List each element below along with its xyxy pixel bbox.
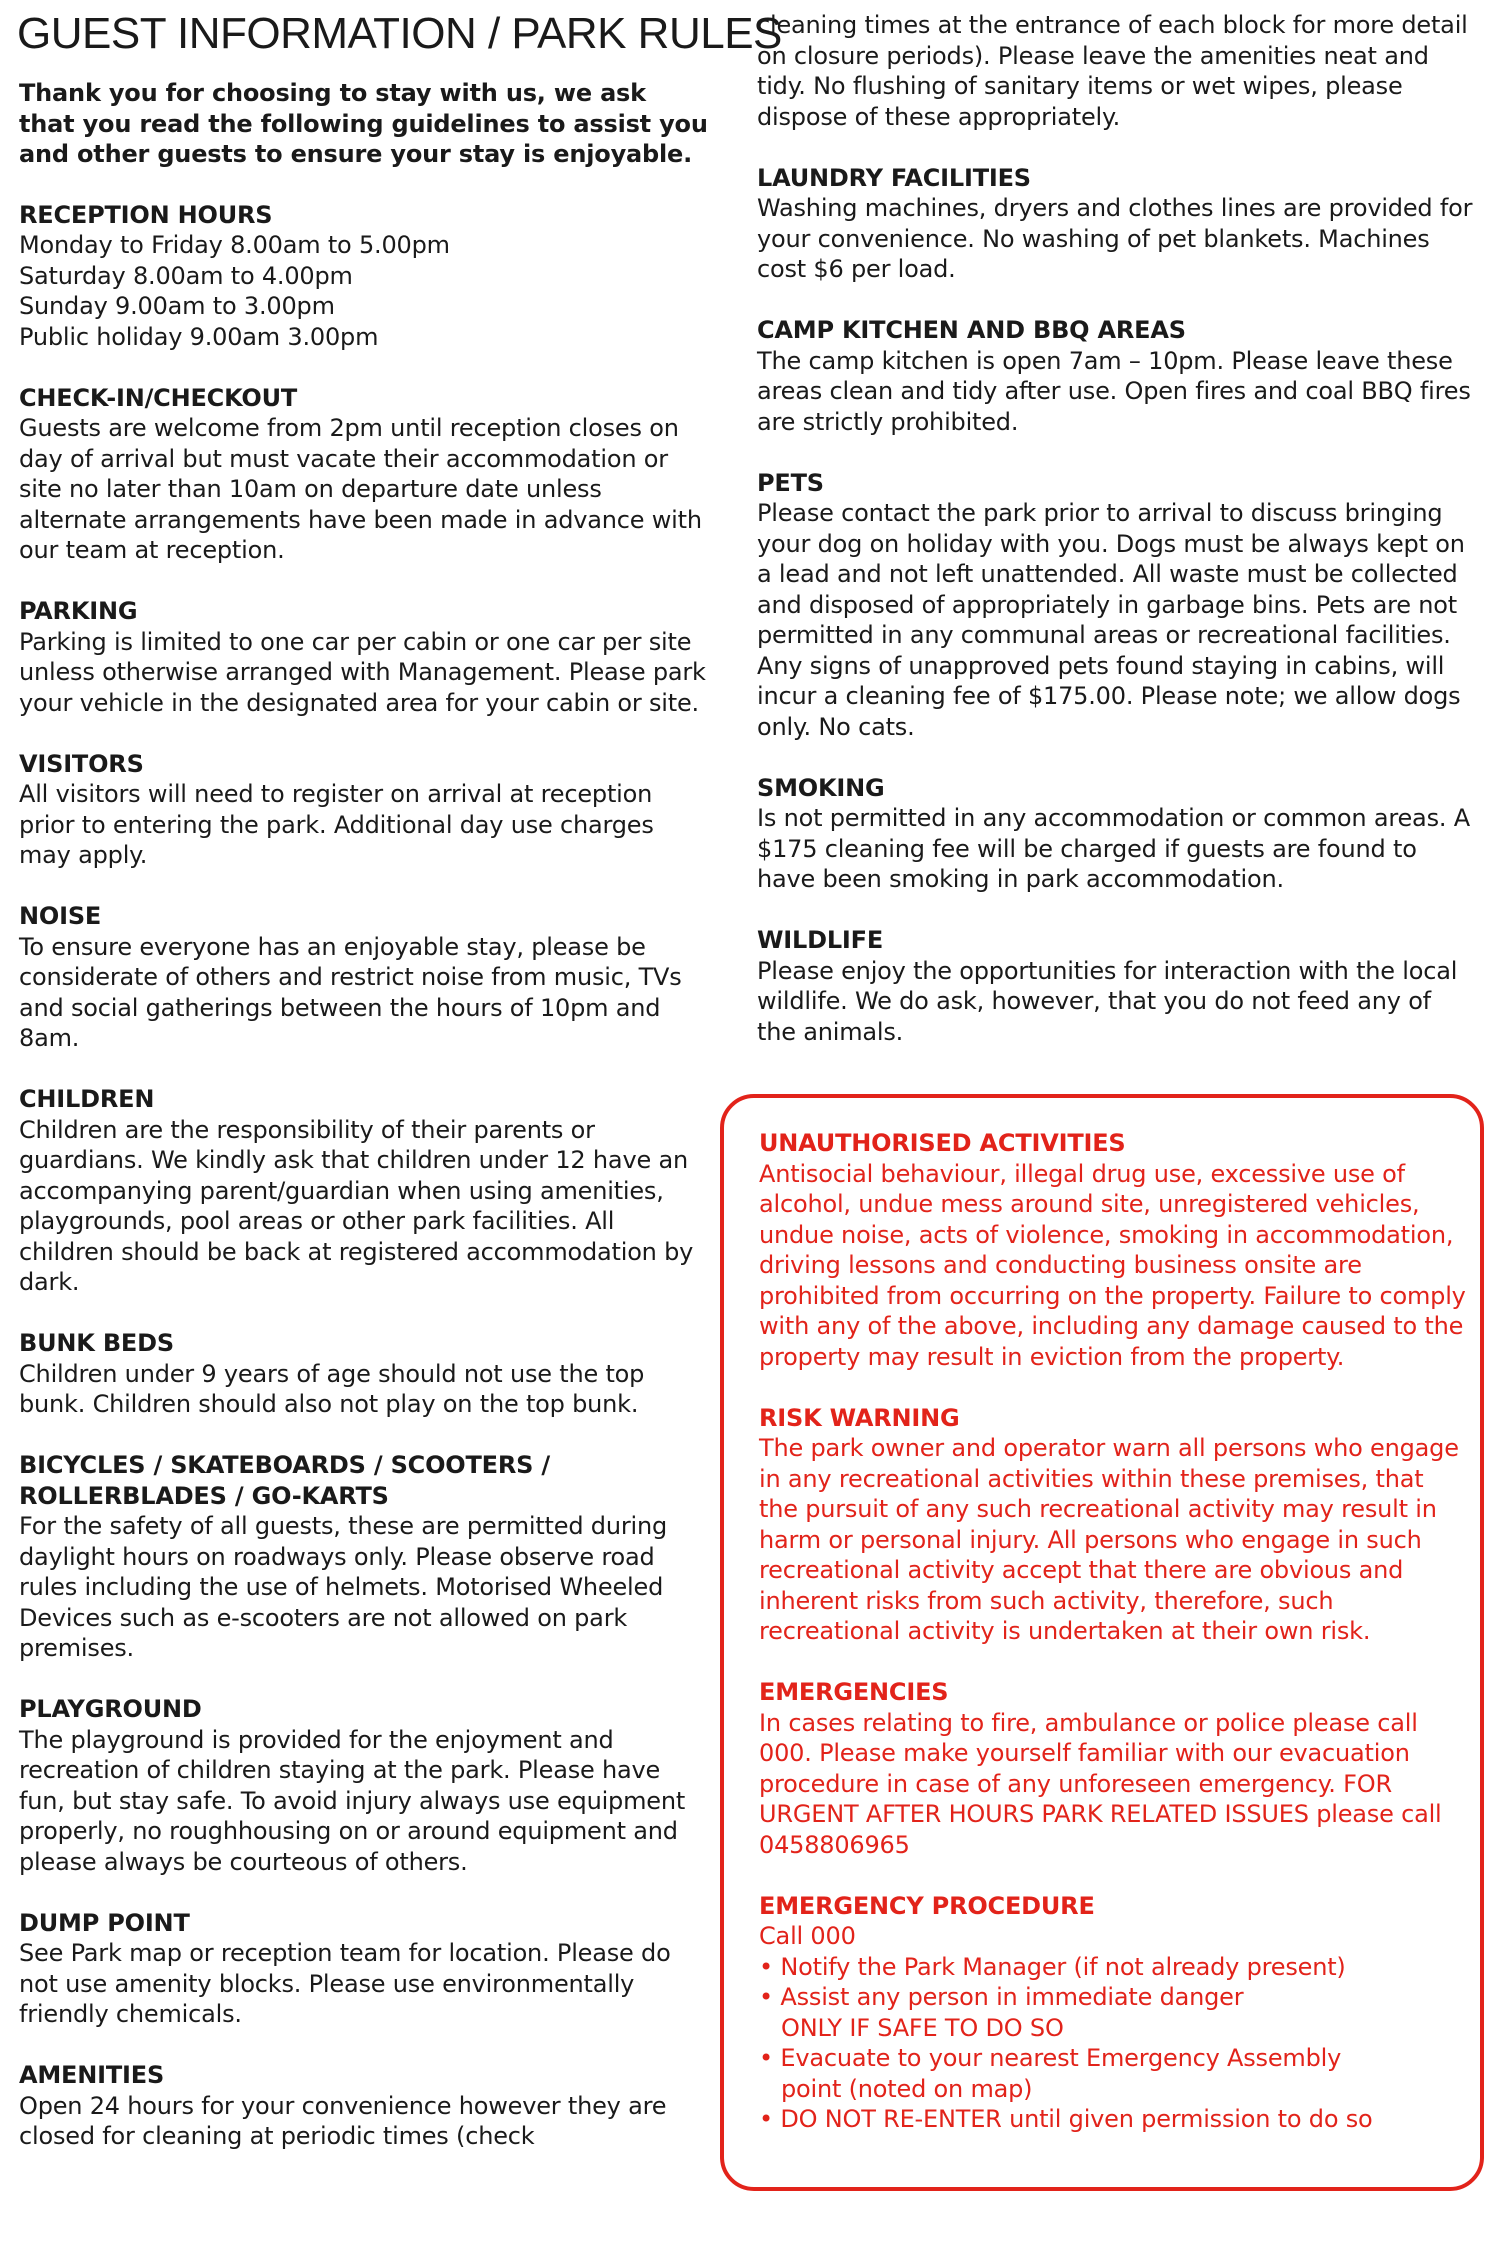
section-body: In cases relating to fire, ambulance or police please call 000. Please make yourself familiar with our evacuation procedure in case of any unforeseen emergency. FOR URGENT AFTER HOURS PARK RELATED ISSUES please call 0458806965 (759, 1708, 1442, 1859)
section-heading: LAUNDRY FACILITIES (757, 163, 1031, 192)
section-body: The park owner and operator warn all persons who engage in any recreational activities within these premises, that the pursuit of any such recreational activity may result in harm or personal injury. All persons who engage in such recreational activity accept that there are obvious and inherent risks from such activity, therefore, such recreational activity is undertaken at their own risk. (759, 1434, 1459, 1645)
section-risk-warning (759, 1403, 1469, 1647)
warning-box (720, 1094, 1484, 2191)
section-heading: VISITORS (19, 749, 144, 778)
section-heading: BUNK BEDS (19, 1329, 174, 1357)
section-heading: NOISE (19, 902, 102, 930)
section-body: The playground is provided for the enjoyment and recreation of children staying at the park. Please have fun, but stay safe. To avoid injury always use equipment properly, no roughhousing on or around equipment and please always be courteous of others. (19, 1725, 686, 1876)
section-body: To ensure everyone has an enjoyable stay, please be considerate of others and restrict noise from music, TVs and social gatherings between the hours of 10pm and 8am. (19, 932, 682, 1052)
section-visitors (19, 749, 709, 871)
procedure-step-text: • Assist any person in immediate danger (759, 1983, 1244, 2011)
hours-line: Sunday 9.00am to 3.00pm (19, 292, 335, 320)
section-laundry (757, 163, 1477, 285)
section-emergency-procedure (759, 1891, 1469, 2135)
section-body: Please contact the park prior to arrival to discuss bringing your dog on holiday with you. Dogs must be always kept on a lead and not left unattended. All waste must be collected and disposed of appropriately in garbage bins. Pets are not permitted in any communal areas or recreational facilities. Any signs of unapproved pets found staying in cabins, will incur a cleaning fee of $175.00. Please note; we allow dogs only. No cats. (757, 499, 1465, 741)
warning-content (759, 1128, 1469, 2165)
procedure-step: • Notify the Park Manager (if not already present) (759, 1952, 1346, 1981)
section-amenities-continued (757, 10, 1477, 132)
section-heading: PARKING (19, 597, 138, 625)
section-heading: PLAYGROUND (19, 1695, 202, 1723)
hours-line: Monday to Friday 8.00am to 5.00pm (19, 231, 450, 259)
section-heading: DUMP POINT (19, 1908, 190, 1937)
hours-line: Public holiday 9.00am 3.00pm (19, 322, 379, 351)
section-parking (19, 596, 709, 718)
hours-line: Saturday 8.00am to 4.00pm (19, 261, 353, 290)
section-body: For the safety of all guests, these are permitted during daylight hours on roadways only. Please observe road rules including the use of helmets. Motorised Wheeled Devices such as e-scooters are not allowed on park premises. (19, 1512, 668, 1662)
procedure-step-text: ONLY IF SAFE TO DO SO (781, 2013, 1064, 2042)
section-dump-point (19, 1908, 709, 2030)
section-pets (757, 468, 1477, 743)
section-body: See Park map or reception team for location. Please do not use amenity blocks. Please use environmentally friendly chemicals. (19, 1939, 671, 2028)
section-heading: EMERGENCIES (759, 1678, 949, 1706)
section-body: Antisocial behaviour, illegal drug use, excessive use of alcohol, undue mess around site, unregistered vehicles, undue noise, acts of violence, smoking in accommodation, driving lessons and conducting business onsite are prohibited from occurring on the property. Failure to comply with any of the above, including any damage caused to the property may result in eviction from the property. (759, 1159, 1466, 1371)
section-heading: RISK WARNING (759, 1403, 960, 1432)
page-title: GUEST INFORMATION / PARK RULES (17, 9, 782, 58)
section-children (19, 1084, 709, 1298)
section-body: Guests are welcome from 2pm until reception closes on day of arrival but must vacate their accommodation or site no later than 10am on departure date unless alternate arrangements have been made in advance with our team at reception. (19, 414, 702, 564)
section-heading: CHECK-IN/CHECKOUT (19, 383, 298, 412)
section-heading: BICYCLES / SKATEBOARDS / SCOOTERS / ROLLERBLADES / GO-KARTS (19, 1451, 550, 1510)
procedure-step (759, 2043, 1469, 2104)
section-camp-kitchen (757, 315, 1477, 437)
section-heading: UNAUTHORISED ACTIVITIES (759, 1129, 1126, 1157)
procedure-step-text: • Evacuate to your nearest Emergency Assembly (759, 2044, 1342, 2072)
section-bunk-beds (19, 1328, 709, 1420)
section-body: Is not permitted in any accommodation or common areas. A $175 cleaning fee will be charged if guests are found to have been smoking in park accommodation. (757, 804, 1470, 893)
procedure-step: • DO NOT RE-ENTER until given permission to do so (759, 2105, 1373, 2133)
section-unauthorised-activities (759, 1128, 1469, 1372)
right-column (757, 10, 1477, 1078)
section-body: Washing machines, dryers and clothes lines are provided for your convenience. No washing of pet blankets. Machines cost $6 per load. (757, 194, 1473, 283)
section-body: The camp kitchen is open 7am – 10pm. Please leave these areas clean and tidy after use. Open fires and coal BBQ fires are strictly prohibited. (757, 346, 1471, 436)
section-emergencies (759, 1677, 1469, 1860)
section-smoking (757, 773, 1477, 895)
section-checkin (19, 383, 709, 566)
procedure-step (759, 1982, 1469, 2043)
section-amenities (19, 2060, 709, 2152)
section-bicycles (19, 1450, 709, 1664)
procedure-intro: Call 000 (759, 1922, 856, 1950)
section-playground (19, 1694, 709, 1877)
section-heading: CHILDREN (19, 1085, 155, 1113)
section-body: Parking is limited to one car per cabin or one car per site unless otherwise arranged with Management. Please park your vehicle in the designated area for your cabin or site. (19, 627, 706, 717)
procedure-step-text: point (noted on map) (781, 2074, 1033, 2103)
section-heading: CAMP KITCHEN AND BBQ AREAS (757, 316, 1186, 344)
section-heading: EMERGENCY PROCEDURE (759, 1891, 1095, 1920)
section-body: Please enjoy the opportunities for interaction with the local wildlife. We do ask, however, that you do not feed any of the animals. (757, 956, 1458, 1046)
section-wildlife (757, 925, 1477, 1047)
section-reception-hours (19, 200, 709, 353)
section-heading: RECEPTION HOURS (19, 200, 273, 229)
left-column (19, 78, 709, 2182)
section-noise (19, 901, 709, 1054)
section-body: Children under 9 years of age should not use the top bunk. Children should also not play on the top bunk. (19, 1359, 645, 1418)
section-body: cleaning times at the entrance of each block for more detail on closure periods). Please leave the amenities neat and tidy. No flushing of sanitary items or wet wipes, please dispose of these appropriately. (757, 11, 1468, 131)
section-body: All visitors will need to register on arrival at reception prior to entering the park. Additional day use charges may apply. (19, 780, 654, 869)
section-body: Children are the responsibility of their parents or guardians. We kindly ask that children under 12 have an accompanying parent/guardian when using amenities, playgrounds, pool areas or other park facilities. All children should be back at registered accommodation by dark. (19, 1115, 694, 1296)
section-heading: PETS (757, 468, 824, 497)
section-heading: SMOKING (757, 773, 885, 802)
section-heading: AMENITIES (19, 2061, 165, 2089)
section-heading: WILDLIFE (757, 926, 884, 954)
intro-text: Thank you for choosing to stay with us, we ask that you read the following guidelines to assist you and other guests to ensure your stay is enjoyable. (19, 79, 708, 168)
section-body: Open 24 hours for your convenience however they are closed for cleaning at periodic times (check (19, 2091, 667, 2150)
